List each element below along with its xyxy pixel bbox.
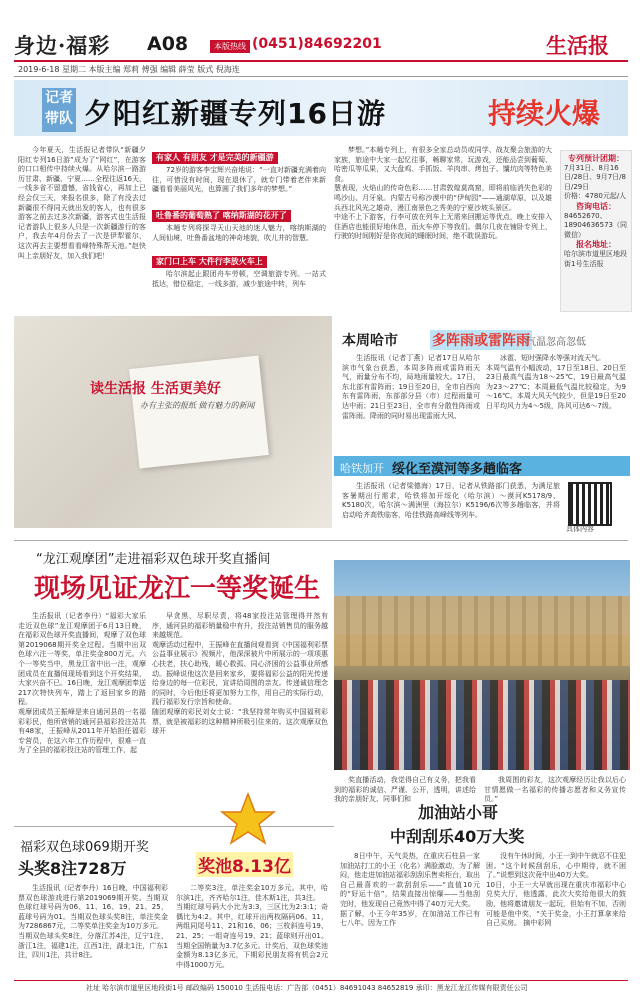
signup-address: 哈尔滨市道里区地段街1号生活报 bbox=[564, 249, 627, 268]
promo-image bbox=[14, 316, 332, 528]
newspaper-illustration bbox=[129, 355, 269, 468]
promo-slogan-sub: 办有主张的报纸 做有魅力的新闻 bbox=[140, 401, 255, 410]
gas-headline-1: 加油站小哥 bbox=[418, 803, 499, 822]
section-divider-2 bbox=[14, 826, 334, 827]
tour-info-box bbox=[560, 150, 632, 312]
tour-price: 价格：4780元起/人 bbox=[564, 192, 627, 201]
qr-caption: 具体内容 bbox=[566, 525, 594, 533]
subhead-train: 家门口上车 大件行李放火车上 bbox=[152, 256, 267, 268]
main-story-col3: 梦想。”本趟专列上，有很多全家总动员或同学、战友聚会旅游的大家族，旅途中大家一起忆往事，畅聊家常，玩游戏，还能品尝到葡萄、哈密瓜等瓜果，又大盘鸡、手抓饭、羊肉串、烤包子、馕坑肉等特色美食。 慧表现，火焰山的传奇色彩……甘肃敦煌莫高窟，即将前临消失色彩的鸣沙山、月牙泉。内蒙古号称沙漠中的“伊甸园”——通湖草原，以及雄兵西北风光之雄奇，漫江南景色之秀美的宁夏沙坡头景区。 中途不上下游客，行李可放在列车上无需来回搬运等优点，晚上安排入住酒店也能很好地休息，而火车停下等我们。偶尔几夜在铺卧专列上，行驶的时间刚好是你夜间的睡眠时间，绝不耽误游玩。 bbox=[334, 146, 552, 241]
qr-code-icon[interactable] bbox=[568, 482, 612, 526]
main-headline-highlight: 持续火爆 bbox=[488, 97, 601, 130]
signup-title: 报名地址： bbox=[576, 240, 616, 250]
photo-people bbox=[334, 680, 630, 770]
footer-info: 社址 哈尔滨市道里区地段街1号 邮政编码 150010 生活报电话：广告部（0451）84691043 84652819 承印：黑龙江龙江传媒有限责任公司 bbox=[86, 984, 528, 992]
subhead-turpan: 吐鲁番的葡萄熟了 喀纳斯湖的花开了 bbox=[152, 210, 291, 222]
lottery1-col3: 奖直播活动，我觉得自己有义务，把我看到的福彩的诚信、严谨、公开，透明，讲述给我的亲朋好友、同事们和 bbox=[334, 776, 476, 804]
page-number: A08 bbox=[147, 33, 189, 55]
header-rule-thin bbox=[14, 76, 628, 77]
photo-building bbox=[334, 596, 630, 666]
rail-article: 生活报讯（记者梁德海）17日，记者从铁路部门获悉，为满足旅客暑期出行需求，哈铁将加开绥化（哈尔滨）～漠河K5178/9、K5180次，哈尔滨～满洲里（海拉尔）K5196/6次等多趟临客，并将启动哈齐高铁临客，哈佳铁路高峰线等列车。 bbox=[342, 482, 560, 519]
lottery1-col2: 早贪黑，尽职尽责，将48家投注站管理得井然有序，通河县的福彩销量稳中有升，投注站销售员的服务越来越规范。 观摩活动过程中，王振峰在直播间观看到《中国福利彩票公益事业展示》视频片，他深深被片中所展示的一项项惠心扶老，扶心助残，暖心救孤、同心济困的公益事业所感动。振峰说他这次是回来家乡，要将福彩公益的阳光传递给身边的每一位彩民，宣讲给周围的亲友。传递诚信理念的同时，今后他还将更加努力工作，用自己的实际行动，践行福彩发行宗旨和使命。 随团观摩的彩民刘女士说：“我坚持常年购买中国福利彩票，就是被福彩的这种精神所吸引住来的。这次观摩双色球开 bbox=[152, 612, 328, 736]
header-rule bbox=[14, 60, 628, 62]
main-story-col2 bbox=[152, 152, 326, 307]
section-title: 身边·福彩 bbox=[14, 33, 111, 58]
lottery2-pool: 奖池8.13亿 bbox=[196, 852, 293, 877]
lottery1-headline: 现场见证龙江一等奖诞生 bbox=[34, 574, 321, 604]
weather-subtitle: 气温忽高忽低 bbox=[526, 337, 586, 348]
rail-prefix: 哈铁加开 bbox=[340, 462, 384, 475]
lottery1-col4: 我周围的彩友，这次观摩经历让我以后心甘情愿做一名福彩的传播志愿者和义务宣传员。” bbox=[484, 776, 626, 804]
tour-dates-title: 专列预计团期： bbox=[568, 154, 624, 163]
lottery1-col1: 生活报讯（记者李丹）“福彩大家乐走近双色球”龙江观摩团于6月13日晚，在福彩双色球开奖直播间，观摩了双色球第2019068期开奖全过程。当期中出双色球六注一等奖，单注奖金800万元。六个一等奖当中，黑龙江省中出一注，观摩团成员在直播间现场看到这个开奖结果，大家兴奋不已。16日晚，龙江观摩团奉送217次特快列车，踏上了返回家乡的路程。 观摩团成员王振峰是来自通河县的一名福彩彩民，他所营销的通河县福彩投注站共有48家，王振峰从2011年开始担任福彩专营员，在这六年工作历程中，很难一直为了全县的福彩投注站的管理工作，起 bbox=[18, 612, 146, 755]
main-headline: 夕阳红新疆专列16日游 bbox=[84, 97, 386, 130]
gas-col1: 8日中午，天气炎热，在重庆石柱县一家加油站打工的小王（化名）满脸激动，为了解闷，他走进加油站福彩刮刮乐售卖柜台，取出自己最喜欢的一款刮刮乐——“直值10元的“好运十倍”，结果直接出惊爆——当他刮完时，他发现自己竟然中得了40万元大奖。 据了解，小王今年35岁，在加油站工作已有七八年。因为工作 bbox=[340, 852, 480, 928]
reporter-tag: 记者带队 bbox=[42, 88, 76, 132]
col2-para-c: 哈尔滨起止跟团舟车劳顿，空调旅游专列。一站式抵达，错位稳定，一线多游，减少旅途中转，列车 bbox=[152, 270, 326, 288]
rail-title: 绥化至漠河等多趟临客 bbox=[392, 462, 523, 477]
consult-title: 咨询电话： bbox=[576, 201, 616, 211]
gas-headline-2: 中刮刮乐40万大奖 bbox=[390, 827, 525, 846]
tour-dates: 7月31日、8月16日/28日、9月7日/8日/29日 bbox=[564, 163, 626, 191]
issue-meta: 2019-6-18 星期二 本版主编 郑莉 傅强 编辑 薛莹 版式 倪海连 bbox=[18, 65, 240, 74]
lottery2-subheadline: 福彩双色球069期开奖 bbox=[20, 840, 149, 855]
col2-para-a: 72岁的游客李宝辉兴奋地说：“一直对新疆充满着向往，可惜没有时间，现在退休了，就专门带着老伴来新疆看看美丽风光，也算圆了我们多年的梦想。” bbox=[152, 166, 326, 194]
subhead-family: 有家人 有朋友 才是完美的新疆游 bbox=[152, 152, 278, 164]
star-icon bbox=[218, 790, 278, 850]
lottery1-subheadline: “龙江观摩团”走进福彩双色球开奖直播间 bbox=[36, 552, 271, 567]
weather-col2: 冰雹、短时强降水等强对流天气。 本周气温有小幅波动，17日至18日、20日至23日最高气温为18～25℃，19日最高气温为23～27℃；本周最低气温比较稳定，为9～16℃。本周大风天气较少，但是19日至20日平均风力为4～5级，阵风可达6～7级。 bbox=[486, 354, 626, 410]
main-story-col1: 今年夏天，生活报记者带队“新疆夕阳红专列16日游”成为了“网红”，在游客的口口相传中持续火爆。从哈尔滨一路游历甘肃、新疆、宁夏……全程往返16天，一线多省不留遗憾，省钱省心，再加上已经会仅三天，来报名很多，除了有没去过新疆很不得同天就出发的客人，也有很多游客之前去过多次新疆，游客式也生活报记者游队上很多人只是一次新疆游行的客户，我去年4月份去了一次是伊犁霍尔，这次再去主要想看看峰特殊帮天池。”赵快叫上亲朋好友，加入我们吧！ bbox=[18, 146, 146, 260]
weather-highlight: 多阵雨或雷阵雨 bbox=[430, 330, 532, 350]
footer-rule bbox=[14, 980, 628, 981]
lottery2-col1: 生活报讯（记者李丹）16日晚，中国福利彩票双色球游戏进行第2019069期开奖。当期双色球红球号码为06、11、16、19、21、25，蓝球号码为01。当期双色球头奖8注，单注奖金为7286867元，二等奖单注奖金为10万多元。 当期双色球头奖8注，分落江苏4注，辽宁1注，浙江1注，福建1注，江西1注，湖北1注，广东1注，四川1注，共计8注。 bbox=[18, 884, 168, 960]
weather-col1: 生活报讯（记者丁燕）记者17日从哈尔滨市气象台获悉，本周多阵雨或雷阵雨天气，雨量分布不均，局地雨量较大。17日，东北部有雷阵雨；19日至20日，全市自西向东有雷阵雨，东部部分县（市）过程雨量可达中雨；21日至23日，全市有分散性阵雨或雷阵雨。降雨的同时易出现雷雨大风、 bbox=[342, 354, 480, 420]
section-divider bbox=[14, 540, 628, 541]
lottery2-col2: 二等奖3注，单注奖金10万多元。其中，哈尔滨1注，齐齐哈尔1注，佳木斯1注，共3注。 当期红球号码大小比为3:3，三区比为2:3:1；奇偶比为4:2。其中，红球开出两枚隔码06、11，两组同尾号11、21和16、06；三枚斜连号19、21、25；一组奇连号19、21；蓝球则开出01。当期全国销量为3.7亿多元。计奖后，双色球奖池金额为8.13亿多元，下期彩民朋友将有机会2元中得1000万元。 bbox=[176, 884, 328, 969]
lottery2-headline: 头奖8注728万 bbox=[18, 859, 127, 878]
hotline-badge: 本版热线 bbox=[210, 40, 250, 53]
gas-col2: 没有午休时间，小王一到中午就忍不住犯困。“这个时候刮刮乐，心中期待，就不困了。”说想到这次竟中出40万大奖。 10日，小王一大早就出现在重庆市福彩中心兑奖大厅，他透露，此次大奖给他很大的鼓励，他将邀请朋友一起玩，但始有不加，否则可能是他中奖，“关于奖金，小王打算拿来给自己买房。 摘中彩网 bbox=[486, 852, 626, 928]
newspaper-logo: 生活报 bbox=[546, 33, 609, 58]
promo-slogan-main: 读生活报 生活更美好 bbox=[90, 381, 221, 397]
weather-title: 本周哈市 bbox=[342, 333, 398, 349]
hotline-phone: (0451)84692201 bbox=[252, 36, 382, 52]
consult-phones: 84652670、18904636573（同微信） bbox=[564, 211, 627, 239]
col2-para-b: 本趟专列将探寻天山天池的迷人魅力，喀纳斯湖的人间仙境，吐鲁番盆地的神奇地貌，吹儿井的智慧。 bbox=[152, 224, 326, 242]
